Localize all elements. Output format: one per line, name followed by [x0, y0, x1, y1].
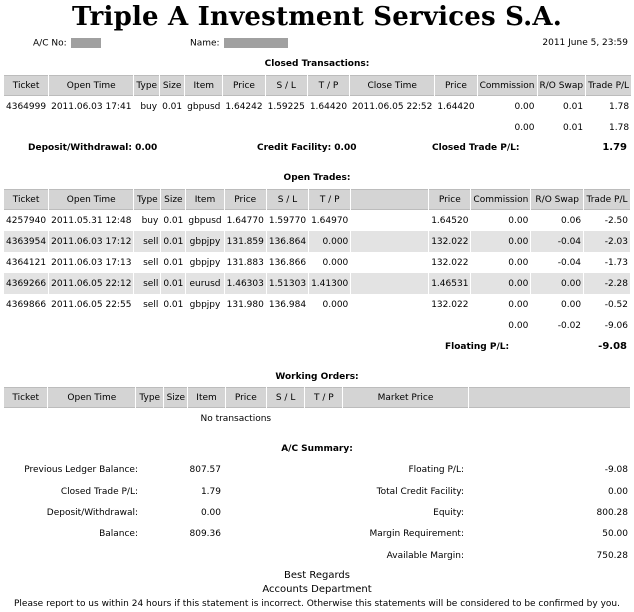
column-header: S / L	[266, 75, 307, 96]
summary-label: Balance:	[99, 529, 138, 539]
table-cell: 2011.06.03 17:41	[51, 101, 132, 112]
table-cell: 2011.06.05 22:55	[51, 299, 132, 310]
table-cell: 2011.06.05 22:52	[352, 101, 433, 112]
working-section-title: Working Orders:	[275, 372, 359, 382]
table-cell: 0.00	[531, 273, 583, 294]
table-cell: 0.000	[309, 231, 350, 252]
column-header: Market Price	[343, 387, 467, 408]
table-cell: gbpusd	[188, 215, 222, 226]
column-header: S / L	[267, 189, 308, 210]
table-cell: 0.00	[508, 299, 529, 310]
summary-value: 809.36	[189, 529, 221, 539]
table-cell	[351, 252, 428, 273]
table-cell: 131.859	[225, 231, 266, 252]
table-cell	[351, 231, 428, 252]
table-cell: 0.000	[322, 257, 349, 268]
table-cell: 136.984	[268, 299, 307, 310]
table-cell: 0.00	[508, 257, 529, 268]
total-swap: -0.02	[557, 320, 582, 331]
table-cell: 1.59770	[268, 215, 307, 226]
table-cell: -1.73	[604, 257, 628, 268]
summary-label: Closed Trade P/L:	[60, 487, 138, 497]
table-cell: 1.46303	[225, 273, 266, 294]
redacted-account	[71, 38, 101, 48]
regards: Best Regards	[284, 570, 350, 581]
table-cell: 132.022	[431, 299, 469, 310]
table-cell: 0.01	[162, 101, 183, 112]
table-cell: sell	[134, 231, 160, 252]
table-row	[4, 252, 630, 273]
department: Accounts Department	[262, 584, 372, 595]
statement-datetime: 2011 June 5, 23:59	[542, 38, 628, 48]
column-header: Type	[134, 189, 160, 210]
summary-value: 807.57	[189, 465, 221, 475]
total-commission: 0.00	[508, 320, 529, 331]
summary-label: Margin Requirement:	[369, 529, 464, 539]
table-cell: 0.01	[163, 257, 184, 268]
table-cell: 1.59225	[267, 101, 305, 112]
summary-value: 1.79	[200, 487, 221, 497]
table-cell: 1.64242	[225, 101, 263, 112]
table-cell: buy	[140, 101, 158, 112]
floating-pl-value: -9.08	[598, 341, 627, 352]
total-swap: 0.01	[563, 122, 584, 133]
table-cell: 4369266	[4, 273, 48, 294]
table-cell: 0.01	[563, 101, 584, 112]
table-cell: buy	[141, 215, 159, 226]
deposit-withdrawal: Deposit/Withdrawal: 0.00	[28, 143, 158, 153]
table-cell: gbpjpy	[189, 257, 221, 268]
redacted-name	[224, 38, 288, 48]
column-header: Item	[186, 189, 223, 210]
table-cell: 132.022	[429, 231, 470, 252]
table-cell: 4364999	[6, 101, 47, 112]
column-header: T / P	[305, 387, 342, 408]
table-cell: 1.64970	[311, 215, 349, 226]
summary-value: 800.28	[596, 508, 628, 518]
table-cell: 131.883	[226, 257, 264, 268]
table-cell: 1.41300	[309, 273, 350, 294]
table-cell: 4363954	[4, 231, 48, 252]
table-cell: sell	[143, 299, 159, 310]
column-header: Ticket	[4, 75, 48, 96]
summary-value: 0.00	[200, 508, 221, 518]
table-cell: gbpusd	[187, 101, 221, 112]
column-header: Price	[435, 75, 476, 96]
table-cell: -0.52	[604, 299, 628, 310]
table-cell: sell	[143, 257, 159, 268]
column-header: R/O Swap	[531, 189, 583, 210]
account-label: A/C No:	[33, 38, 67, 49]
table-cell	[351, 294, 428, 315]
column-header: Type	[136, 387, 163, 408]
table-cell: 0.00	[508, 215, 529, 226]
table-cell: eurusd	[186, 273, 223, 294]
table-cell: 1.46531	[429, 273, 470, 294]
column-header: Close Time	[350, 75, 434, 96]
credit-facility: Credit Facility: 0.00	[257, 143, 357, 153]
column-header: Open Time	[48, 387, 135, 408]
table-cell: 1.64420	[309, 101, 348, 112]
closed-section-title: Closed Transactions:	[264, 59, 370, 69]
column-header: Price	[429, 189, 470, 210]
summary-section-title: A/C Summary:	[281, 444, 353, 454]
table-cell: 2011.05.31 12:48	[51, 215, 132, 226]
table-cell: 136.864	[267, 231, 308, 252]
summary-value: -9.08	[604, 465, 628, 475]
column-header: T / P	[309, 189, 350, 210]
table-row	[4, 96, 631, 117]
no-transactions: No transactions	[200, 413, 272, 424]
company-title: Triple A Investment Services S.A.	[71, 2, 563, 32]
table-row	[4, 294, 630, 315]
column-header: Ticket	[4, 189, 48, 210]
table-cell: 2011.06.03 17:13	[51, 257, 132, 268]
table-cell: 0.06	[561, 215, 582, 226]
column-header: Price	[226, 387, 266, 408]
table-cell: gbpjpy	[186, 231, 223, 252]
column-header	[351, 189, 428, 210]
table-cell: 0.00	[514, 101, 535, 112]
column-header: Commission	[471, 189, 530, 210]
table-cell: 131.980	[226, 299, 264, 310]
floating-pl-label: Floating P/L:	[445, 342, 510, 352]
table-cell	[351, 273, 428, 294]
table-cell: sell	[134, 273, 160, 294]
closed-pl-label: Closed Trade P/L:	[432, 143, 520, 153]
total-pl: 1.78	[609, 122, 630, 133]
table-row	[4, 273, 630, 294]
table-cell: -0.04	[531, 231, 583, 252]
column-header: S / L	[267, 387, 304, 408]
table-row	[4, 231, 630, 252]
column-header: Item	[185, 75, 222, 96]
table-cell: 0.01	[163, 299, 184, 310]
totals-row	[4, 315, 630, 336]
table-cell: 4369866	[6, 299, 47, 310]
table-cell: 0.00	[471, 273, 530, 294]
column-header: Trade P/L	[586, 75, 631, 96]
column-header: R/O Swap	[538, 75, 586, 96]
table-cell: 0.01	[163, 215, 184, 226]
table-row	[4, 210, 630, 231]
table-cell: 0.00	[561, 299, 582, 310]
table-cell: 1.64770	[226, 215, 264, 226]
table-cell: -0.04	[557, 257, 582, 268]
summary-label: Previous Ledger Balance:	[24, 465, 138, 475]
column-header: Size	[161, 189, 185, 210]
name-label: Name:	[190, 38, 220, 49]
table-cell: 2011.06.03 17:12	[49, 231, 133, 252]
summary-label: Floating P/L:	[408, 465, 464, 475]
total-commission: 0.00	[514, 122, 535, 133]
table-cell: 132.022	[431, 257, 469, 268]
open-section-title: Open Trades:	[283, 173, 351, 183]
column-header: T / P	[308, 75, 349, 96]
table-cell: -2.50	[604, 215, 628, 226]
working-orders-table	[3, 387, 631, 429]
table-cell: 1.51303	[267, 273, 308, 294]
totals-row	[4, 117, 631, 138]
table-cell: 136.866	[268, 257, 307, 268]
closed-transactions-table	[3, 75, 632, 138]
table-cell: 2011.06.05 22:12	[49, 273, 133, 294]
column-header: Size	[164, 387, 187, 408]
column-header: Size	[160, 75, 184, 96]
column-header: Price	[225, 189, 266, 210]
account-name	[190, 38, 288, 49]
table-cell: 1.64520	[431, 215, 469, 226]
table-cell: 1.78	[609, 101, 630, 112]
table-cell: 4364121	[6, 257, 47, 268]
table-cell	[351, 210, 428, 231]
table-cell: 0.000	[322, 299, 349, 310]
column-header: Trade P/L	[584, 189, 630, 210]
column-header: Item	[188, 387, 224, 408]
column-header: Type	[134, 75, 159, 96]
summary-value: 750.28	[596, 551, 628, 561]
total-pl: -9.06	[604, 320, 628, 331]
footer-note: Please report to us within 24 hours if this statement is incorrect. Otherwise this statements will be considered to be confirmed by you.	[14, 599, 620, 609]
table-cell: 0.01	[161, 273, 185, 294]
table-cell: gbpjpy	[189, 299, 221, 310]
summary-label: Total Credit Facility:	[376, 487, 464, 497]
table-cell: 4257940	[6, 215, 47, 226]
summary-label: Available Margin:	[386, 551, 464, 561]
column-header: Commission	[478, 75, 537, 96]
column-header: Open Time	[49, 75, 133, 96]
column-header: Price	[223, 75, 264, 96]
summary-value: 50.00	[602, 529, 628, 539]
table-cell: -2.03	[584, 231, 630, 252]
table-cell: 0.00	[471, 231, 530, 252]
open-trades-table	[3, 189, 631, 336]
summary-value: 0.00	[607, 487, 628, 497]
closed-pl-value: 1.79	[602, 142, 627, 153]
column-header: Ticket	[4, 387, 47, 408]
account-number	[33, 38, 101, 49]
summary-label: Deposit/Withdrawal:	[46, 508, 138, 518]
summary-label: Equity:	[433, 508, 464, 518]
table-cell: 1.64420	[437, 101, 475, 112]
column-header: Open Time	[49, 189, 133, 210]
table-cell: 0.01	[161, 231, 185, 252]
table-cell: -2.28	[584, 273, 630, 294]
